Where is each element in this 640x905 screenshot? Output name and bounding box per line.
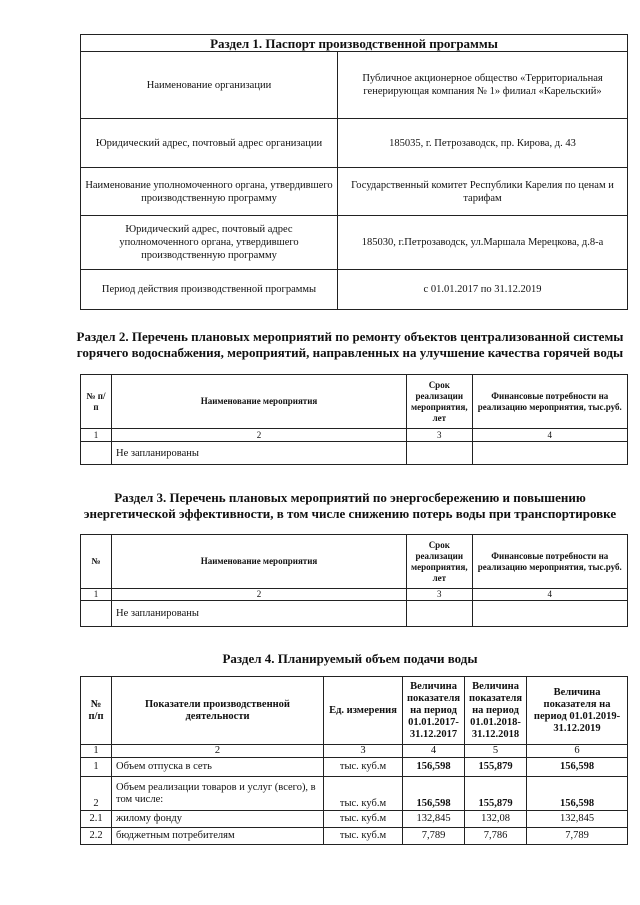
- row-value: 155,879: [465, 758, 527, 777]
- row-name: бюджетным потребителям: [112, 828, 324, 845]
- row-unit: тыс. куб.м: [324, 777, 403, 811]
- row-number: 2.1: [81, 811, 112, 828]
- col-header: Срок реализации мероприятия, лет: [407, 535, 473, 589]
- col-number: 4: [472, 589, 627, 601]
- passport-value: 185030, г.Петрозаводск, ул.Маршала Мерецкова, д.8-а: [338, 216, 628, 270]
- row-value: 7,786: [465, 828, 527, 845]
- section4-title: Раздел 4. Планируемый объем подачи воды: [222, 651, 478, 666]
- passport-value: с 01.01.2017 по 31.12.2019: [338, 270, 628, 310]
- col-header: Величина показателя на период 01.01.2019-31.12.2019: [527, 677, 628, 745]
- table-row: [81, 828, 628, 845]
- row-name: Объем реализации товаров и услуг (всего), в том числе:: [112, 777, 324, 811]
- col-number: 1: [81, 745, 112, 758]
- row-unit: тыс. куб.м: [324, 828, 403, 845]
- section4-table: [80, 676, 628, 845]
- col-number: 5: [465, 745, 527, 758]
- passport-value: 185035, г. Петрозаводск, пр. Кирова, д. 43: [338, 119, 628, 168]
- row-value: 132,845: [403, 811, 465, 828]
- col-header: Срок реализации мероприятия, лет: [407, 375, 473, 429]
- row-value: 156,598: [403, 758, 465, 777]
- col-header: Финансовые потребности на реализацию мероприятия, тыс.руб.: [472, 535, 627, 589]
- col-number: 1: [81, 589, 112, 601]
- col-number: 3: [407, 589, 473, 601]
- passport-label: Юридический адрес, почтовый адрес уполномоченного органа, утвердившего производственную программу: [81, 216, 338, 270]
- passport-label: Наименование организации: [81, 52, 338, 119]
- col-number: 1: [81, 429, 112, 442]
- row-value: 132,845: [527, 811, 628, 828]
- row-value: 156,598: [527, 758, 628, 777]
- col-header: Величина показателя на период 01.01.2018-31.12.2018: [465, 677, 527, 745]
- passport-label: Наименование уполномоченного органа, утвердившего производственную программу: [81, 168, 338, 216]
- col-header: № п/п: [81, 677, 112, 745]
- col-number: 4: [403, 745, 465, 758]
- table-row: [81, 777, 628, 811]
- col-header: Наименование мероприятия: [112, 535, 407, 589]
- section1-title: Раздел 1. Паспорт производственной программы: [81, 35, 628, 52]
- row-value: 7,789: [527, 828, 628, 845]
- passport-value: Государственный комитет Республики Карелия по ценам и тарифам: [338, 168, 628, 216]
- row-value: 7,789: [403, 828, 465, 845]
- row-value: 156,598: [527, 777, 628, 811]
- table-row: [81, 758, 628, 777]
- col-number: 4: [472, 429, 627, 442]
- row-name: Объем отпуска в сеть: [112, 758, 324, 777]
- col-number: 2: [112, 589, 407, 601]
- col-header: Финансовые потребности на реализацию мероприятия, тыс.руб.: [472, 375, 627, 429]
- row-number: 1: [81, 758, 112, 777]
- col-header: Величина показателя на период 01.01.2017-31.12.2017: [403, 677, 465, 745]
- col-header: №: [81, 535, 112, 589]
- row-value: 155,879: [465, 777, 527, 811]
- table-row: [81, 811, 628, 828]
- section3-table: [80, 534, 628, 627]
- row-name: жилому фонду: [112, 811, 324, 828]
- col-header: Ед. измерения: [324, 677, 403, 745]
- col-number: 6: [527, 745, 628, 758]
- section3-title: Раздел 3. Перечень плановых мероприятий по энергосбережению и повышению энергетической эффективности, в том числе снижению потерь воды при транспортировке: [83, 490, 617, 521]
- passport-label: Юридический адрес, почтовый адрес организации: [81, 119, 338, 168]
- row-value: 156,598: [403, 777, 465, 811]
- row-unit: тыс. куб.м: [324, 758, 403, 777]
- col-number: 3: [407, 429, 473, 442]
- row-number: 2.2: [81, 828, 112, 845]
- row-unit: тыс. куб.м: [324, 811, 403, 828]
- col-number: 2: [112, 745, 324, 758]
- col-number: 2: [112, 429, 407, 442]
- passport-table: [80, 34, 628, 310]
- row-text: Не запланированы: [112, 442, 407, 465]
- passport-value: Публичное акционерное общество «Территориальная генерирующая компания № 1» филиал «Карельский»: [338, 52, 628, 119]
- passport-label: Период действия производственной программы: [81, 270, 338, 310]
- row-value: 132,08: [465, 811, 527, 828]
- col-header: Показатели производственной деятельности: [112, 677, 324, 745]
- section2-table: [80, 374, 628, 465]
- col-header: № п/п: [81, 375, 112, 429]
- row-number: 2: [81, 777, 112, 811]
- row-text: Не запланированы: [112, 601, 407, 627]
- col-header: Наименование мероприятия: [112, 375, 407, 429]
- col-number: 3: [324, 745, 403, 758]
- section2-title: Раздел 2. Перечень плановых мероприятий по ремонту объектов централизованной системы горячего водоснабжения, мероприятий, направленных на улучшение качества горячей воды: [76, 329, 624, 360]
